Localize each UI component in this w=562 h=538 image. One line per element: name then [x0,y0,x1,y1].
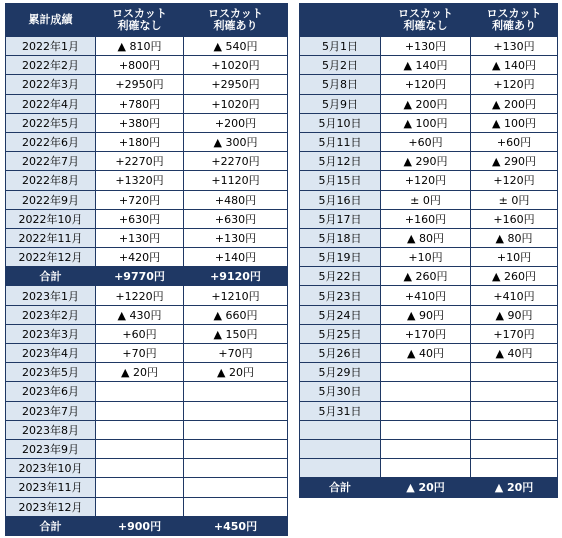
table-row [6,132,288,151]
row-label: 2023年5月 [6,363,96,382]
value-cell: ▲ 20円 [184,363,288,382]
value-cell [471,420,558,439]
value-cell: +630円 [96,209,184,228]
cumulative-results-table [5,3,288,536]
table-row [300,190,558,209]
value-cell: +120円 [471,171,558,190]
value-cell: +2270円 [96,152,184,171]
value-cell [184,478,288,497]
row-label: 2023年1月 [6,286,96,305]
value-cell: ▲ 90円 [471,305,558,324]
total-row [6,267,288,286]
value-cell [184,497,288,516]
value-cell: ± 0円 [381,190,471,209]
table-row [6,190,288,209]
value-cell: +160円 [381,209,471,228]
table-row [6,248,288,267]
column-header: 累計成績 [6,4,96,37]
value-cell: +380円 [96,113,184,132]
row-label: 2022年7月 [6,152,96,171]
value-cell: +10円 [471,248,558,267]
table-row [6,286,288,305]
value-cell [96,401,184,420]
value-cell: ▲ 80円 [381,228,471,247]
row-label: 5月22日 [300,267,381,286]
value-cell: ▲ 20円 [381,478,471,497]
row-label: 2023年12月 [6,497,96,516]
row-label: 2022年6月 [6,132,96,151]
row-label: 2023年2月 [6,305,96,324]
table-row [300,459,558,478]
row-label: 5月9日 [300,94,381,113]
row-label: 5月18日 [300,228,381,247]
value-cell: +9770円 [96,267,184,286]
row-label: 5月8日 [300,75,381,94]
value-cell [184,439,288,458]
row-label: 2023年10月 [6,459,96,478]
value-cell: ▲ 90円 [381,305,471,324]
table-row [6,363,288,382]
value-cell: +130円 [381,37,471,56]
table-row [300,420,558,439]
header-row [300,4,558,37]
table-row [6,401,288,420]
row-label: 5月19日 [300,248,381,267]
row-label: 2023年9月 [6,439,96,458]
value-cell: ▲ 140円 [471,56,558,75]
table-row [300,305,558,324]
value-cell [184,459,288,478]
value-cell: +60円 [471,132,558,151]
total-label: 合計 [6,516,96,535]
value-cell: ▲ 20円 [471,478,558,497]
value-cell: +450円 [184,516,288,535]
table-row [6,152,288,171]
value-cell: +1220円 [96,286,184,305]
row-label: 5月15日 [300,171,381,190]
row-label: 5月26日 [300,344,381,363]
table-row [6,382,288,401]
value-cell: +420円 [96,248,184,267]
value-cell: ± 0円 [471,190,558,209]
value-cell: +2950円 [96,75,184,94]
table-row [6,344,288,363]
row-label [300,439,381,458]
value-cell [184,401,288,420]
value-cell [471,439,558,458]
value-cell: +1020円 [184,94,288,113]
row-label: 5月1日 [300,37,381,56]
row-label: 2022年2月 [6,56,96,75]
value-cell: +1020円 [184,56,288,75]
value-cell: +2950円 [184,75,288,94]
value-cell: +720円 [96,190,184,209]
table-row [300,382,558,401]
table-row [300,75,558,94]
total-row [6,516,288,535]
row-label: 5月16日 [300,190,381,209]
value-cell [184,382,288,401]
row-label: 2022年12月 [6,248,96,267]
column-header: ロスカット 利確あり [184,4,288,37]
value-cell: +800円 [96,56,184,75]
table-row [6,209,288,228]
row-label: 2023年3月 [6,324,96,343]
row-label [300,459,381,478]
row-label: 2022年9月 [6,190,96,209]
table-row [300,439,558,458]
value-cell: +140円 [184,248,288,267]
value-cell: ▲ 260円 [381,267,471,286]
row-label: 2023年4月 [6,344,96,363]
value-cell: +1210円 [184,286,288,305]
value-cell [381,363,471,382]
row-label: 5月2日 [300,56,381,75]
value-cell [381,459,471,478]
value-cell: ▲ 100円 [381,113,471,132]
value-cell: +120円 [381,171,471,190]
table-row [6,37,288,56]
value-cell: +60円 [96,324,184,343]
column-header: ロスカット 利確あり [471,4,558,37]
total-label: 合計 [6,267,96,286]
value-cell [471,382,558,401]
table-row [6,459,288,478]
row-label: 2022年4月 [6,94,96,113]
table-row [6,439,288,458]
value-cell: +900円 [96,516,184,535]
value-cell: ▲ 20円 [96,363,184,382]
value-cell [96,478,184,497]
column-header: ロスカット 利確なし [96,4,184,37]
table-row [6,228,288,247]
value-cell: +2270円 [184,152,288,171]
value-cell: ▲ 290円 [381,152,471,171]
value-cell: ▲ 660円 [184,305,288,324]
value-cell: +120円 [381,75,471,94]
value-cell: +70円 [96,344,184,363]
column-header [300,4,381,37]
value-cell: +160円 [471,209,558,228]
header-row [6,4,288,37]
value-cell: ▲ 40円 [381,344,471,363]
value-cell [96,439,184,458]
table-row [300,171,558,190]
value-cell: +480円 [184,190,288,209]
value-cell: ▲ 200円 [471,94,558,113]
value-cell [96,382,184,401]
table-row [6,94,288,113]
value-cell: +1120円 [184,171,288,190]
value-cell [381,382,471,401]
row-label: 2023年6月 [6,382,96,401]
row-label: 2023年7月 [6,401,96,420]
table-row [6,75,288,94]
table-row [300,132,558,151]
table-row [300,248,558,267]
value-cell [381,401,471,420]
value-cell: ▲ 290円 [471,152,558,171]
value-cell [471,401,558,420]
value-cell: +630円 [184,209,288,228]
row-label: 2022年3月 [6,75,96,94]
value-cell: +1320円 [96,171,184,190]
table-row [6,113,288,132]
table-row [300,56,558,75]
table-row [300,37,558,56]
table-row [6,497,288,516]
value-cell: +170円 [381,324,471,343]
value-cell [96,497,184,516]
value-cell: +130円 [184,228,288,247]
value-cell: ▲ 140円 [381,56,471,75]
value-cell [96,420,184,439]
value-cell: +60円 [381,132,471,151]
table-row [300,363,558,382]
table-row [300,324,558,343]
value-cell: ▲ 150円 [184,324,288,343]
table-row [6,324,288,343]
table-row [300,94,558,113]
table-row [6,420,288,439]
row-label: 5月10日 [300,113,381,132]
row-label: 2023年11月 [6,478,96,497]
row-label: 5月30日 [300,382,381,401]
table-row [6,56,288,75]
value-cell: ▲ 810円 [96,37,184,56]
table-row [6,478,288,497]
row-label: 5月12日 [300,152,381,171]
row-label: 5月31日 [300,401,381,420]
value-cell: +130円 [471,37,558,56]
row-label: 2022年10月 [6,209,96,228]
row-label: 5月17日 [300,209,381,228]
value-cell: ▲ 200円 [381,94,471,113]
row-label: 2023年8月 [6,420,96,439]
row-label: 2022年8月 [6,171,96,190]
table-row [6,305,288,324]
row-label: 5月23日 [300,286,381,305]
column-header: ロスカット 利確なし [381,4,471,37]
value-cell: +170円 [471,324,558,343]
row-label: 2022年1月 [6,37,96,56]
value-cell: ▲ 80円 [471,228,558,247]
value-cell: ▲ 40円 [471,344,558,363]
table-row [300,344,558,363]
table-row [300,209,558,228]
table-row [300,267,558,286]
table-row [6,171,288,190]
total-label: 合計 [300,478,381,497]
row-label: 5月24日 [300,305,381,324]
table-row [300,228,558,247]
value-cell [381,420,471,439]
row-label: 5月11日 [300,132,381,151]
value-cell: +200円 [184,113,288,132]
row-label: 2022年11月 [6,228,96,247]
row-label: 2022年5月 [6,113,96,132]
total-row [300,478,558,497]
value-cell [471,363,558,382]
value-cell: +130円 [96,228,184,247]
value-cell: +180円 [96,132,184,151]
row-label: 5月25日 [300,324,381,343]
table-row [300,286,558,305]
value-cell: +70円 [184,344,288,363]
value-cell: +10円 [381,248,471,267]
value-cell: ▲ 300円 [184,132,288,151]
table-row [300,152,558,171]
value-cell: +120円 [471,75,558,94]
daily-results-table [299,3,558,498]
value-cell: +410円 [471,286,558,305]
value-cell [96,459,184,478]
value-cell: +9120円 [184,267,288,286]
value-cell: ▲ 430円 [96,305,184,324]
value-cell [184,420,288,439]
table-row [300,113,558,132]
value-cell: ▲ 540円 [184,37,288,56]
value-cell: ▲ 260円 [471,267,558,286]
row-label: 5月29日 [300,363,381,382]
row-label [300,420,381,439]
value-cell: +410円 [381,286,471,305]
value-cell [381,439,471,458]
value-cell: ▲ 100円 [471,113,558,132]
table-row [300,401,558,420]
value-cell [471,459,558,478]
value-cell: +780円 [96,94,184,113]
